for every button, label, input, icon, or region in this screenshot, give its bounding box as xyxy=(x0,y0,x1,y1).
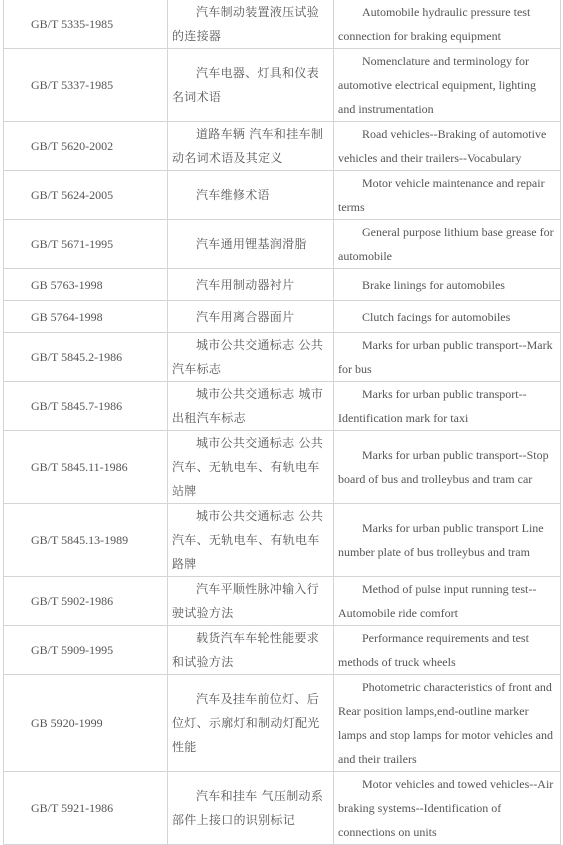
table-row xyxy=(4,220,561,269)
english-title-cell: Marks for urban public transport Line number plate of bus trolleybus and tram xyxy=(334,504,561,577)
table-row xyxy=(4,772,561,845)
standard-code-cell: GB/T 5337-1985 xyxy=(4,49,168,122)
english-title-cell: Clutch facings for automobiles xyxy=(334,301,561,333)
chinese-title-cell: 汽车用制动器衬片 xyxy=(168,269,334,301)
table-row xyxy=(4,122,561,171)
table-row xyxy=(4,269,561,301)
chinese-title-cell: 城市公共交通标志 公共汽车标志 xyxy=(168,333,334,382)
table-row xyxy=(4,301,561,333)
chinese-title-cell: 汽车维修术语 xyxy=(168,171,334,220)
english-title-cell: Performance requirements and test methods of truck wheels xyxy=(334,626,561,675)
standard-code-cell: GB/T 5845.7-1986 xyxy=(4,382,168,431)
table-row xyxy=(4,626,561,675)
table-row xyxy=(4,382,561,431)
chinese-title-cell: 城市公共交通标志 公共汽车、无轨电车、有轨电车路牌 xyxy=(168,504,334,577)
table-row xyxy=(4,333,561,382)
chinese-title-cell: 汽车平顺性脉冲输入行驶试验方法 xyxy=(168,577,334,626)
standard-code-cell: GB/T 5335-1985 xyxy=(4,0,168,49)
chinese-title-cell: 汽车用离合器面片 xyxy=(168,301,334,333)
chinese-title-cell: 汽车通用锂基润滑脂 xyxy=(168,220,334,269)
chinese-title-cell: 道路车辆 汽车和挂车制动名词术语及其定义 xyxy=(168,122,334,171)
standard-code-cell: GB 5764-1998 xyxy=(4,301,168,333)
english-title-cell: Marks for urban public transport--Mark for bus xyxy=(334,333,561,382)
standard-code-cell: GB/T 5845.13-1989 xyxy=(4,504,168,577)
table-row xyxy=(4,49,561,122)
english-title-cell: General purpose lithium base grease for automobile xyxy=(334,220,561,269)
table-row xyxy=(4,504,561,577)
chinese-title-cell: 汽车电器、灯具和仪表名词术语 xyxy=(168,49,334,122)
chinese-title-cell: 汽车制动装置液压试验的连接器 xyxy=(168,0,334,49)
standard-code-cell: GB/T 5845.2-1986 xyxy=(4,333,168,382)
chinese-title-cell: 城市公共交通标志 城市出租汽车标志 xyxy=(168,382,334,431)
english-title-cell: Nomenclature and terminology for automotive electrical equipment, lighting and instrumentation xyxy=(334,49,561,122)
chinese-title-cell: 汽车及挂车前位灯、后位灯、示廓灯和制动灯配光性能 xyxy=(168,675,334,772)
table-row xyxy=(4,431,561,504)
standard-code-cell: GB/T 5624-2005 xyxy=(4,171,168,220)
standards-table-body xyxy=(4,0,561,845)
table-row xyxy=(4,171,561,220)
standard-code-cell: GB/T 5902-1986 xyxy=(4,577,168,626)
english-title-cell: Photometric characteristics of front and Rear position lamps,end-outline marker lamps and stop lamps for motor vehicles and and their trailers xyxy=(334,675,561,772)
english-title-cell: Marks for urban public transport--Stop board of bus and trolleybus and tram car xyxy=(334,431,561,504)
standard-code-cell: GB/T 5845.11-1986 xyxy=(4,431,168,504)
chinese-title-cell: 城市公共交通标志 公共汽车、无轨电车、有轨电车站牌 xyxy=(168,431,334,504)
english-title-cell: Automobile hydraulic pressure test connection for braking equipment xyxy=(334,0,561,49)
english-title-cell: Road vehicles--Braking of automotive vehicles and their trailers--Vocabulary xyxy=(334,122,561,171)
table-row xyxy=(4,675,561,772)
standard-code-cell: GB/T 5909-1995 xyxy=(4,626,168,675)
standards-table xyxy=(3,0,561,845)
table-row xyxy=(4,0,561,49)
english-title-cell: Brake linings for automobiles xyxy=(334,269,561,301)
english-title-cell: Motor vehicle maintenance and repair terms xyxy=(334,171,561,220)
table-row xyxy=(4,577,561,626)
standard-code-cell: GB 5920-1999 xyxy=(4,675,168,772)
standard-code-cell: GB 5763-1998 xyxy=(4,269,168,301)
standard-code-cell: GB/T 5921-1986 xyxy=(4,772,168,845)
chinese-title-cell: 汽车和挂车 气压制动系部件上接口的识别标记 xyxy=(168,772,334,845)
standard-code-cell: GB/T 5620-2002 xyxy=(4,122,168,171)
chinese-title-cell: 载货汽车车轮性能要求和试验方法 xyxy=(168,626,334,675)
standard-code-cell: GB/T 5671-1995 xyxy=(4,220,168,269)
english-title-cell: Marks for urban public transport--Identification mark for taxi xyxy=(334,382,561,431)
english-title-cell: Method of pulse input running test--Automobile ride comfort xyxy=(334,577,561,626)
english-title-cell: Motor vehicles and towed vehicles--Air braking systems--Identification of connections on units xyxy=(334,772,561,845)
